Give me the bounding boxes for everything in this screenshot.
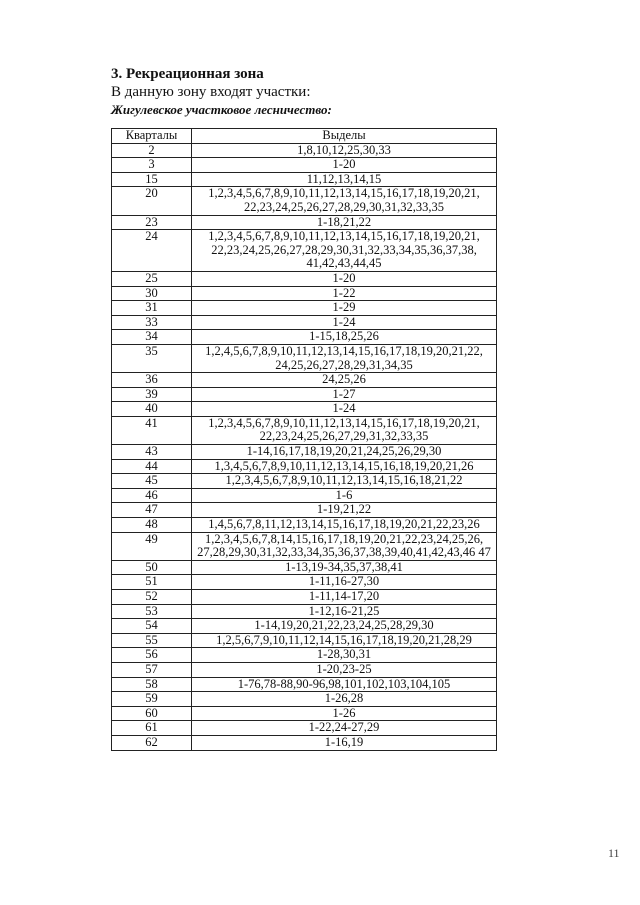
quarter-cell: 31 [112,301,192,316]
plots-cell: 1-26,28 [192,692,497,707]
table-row [112,445,497,460]
table-row [112,503,497,518]
table-row [112,706,497,721]
page-number: 11 [608,846,620,860]
plots-cell: 1-22,24-27,29 [192,721,497,736]
quarter-cell: 55 [112,633,192,648]
table-row [112,735,497,750]
plots-cell: 1,4,5,6,7,8,11,12,13,14,15,16,17,18,19,20,21,22,23,26 [192,518,497,533]
table-row [112,344,497,372]
table-body [112,143,497,750]
table-row [112,692,497,707]
table-row [112,575,497,590]
plots-cell: 1-16,19 [192,735,497,750]
plots-cell: 1,2,3,4,5,6,7,8,9,10,11,12,13,14,15,16,17,18,19,20,21, 22,23,24,25,26,27,28,29,30,31,32,33,34,35,36,37,38, 41,42,43,44,45 [192,230,497,272]
quarter-cell: 62 [112,735,192,750]
quarter-cell: 46 [112,488,192,503]
table-row [112,315,497,330]
table-row [112,215,497,230]
quarter-cell: 51 [112,575,192,590]
plots-cell: 1-29 [192,301,497,316]
table-header-row [112,129,497,144]
table-row [112,416,497,444]
table-row [112,518,497,533]
quarter-cell: 48 [112,518,192,533]
plots-cell: 1,2,5,6,7,9,10,11,12,14,15,16,17,18,19,20,21,28,29 [192,633,497,648]
column-header-quarters: Кварталы [112,129,192,144]
quarter-cell: 25 [112,271,192,286]
quarter-cell: 60 [112,706,192,721]
plots-cell: 1-14,19,20,21,22,23,24,25,28,29,30 [192,619,497,634]
table-row [112,187,497,215]
plots-cell: 1-6 [192,488,497,503]
table-row [112,662,497,677]
table-row [112,459,497,474]
table-row [112,286,497,301]
table-row [112,488,497,503]
quarter-cell: 35 [112,344,192,372]
table-row [112,402,497,417]
column-header-plots: Выделы [192,129,497,144]
plots-cell: 1-24 [192,315,497,330]
table-row [112,604,497,619]
plots-cell: 1,8,10,12,25,30,33 [192,143,497,158]
plots-cell: 1-27 [192,387,497,402]
plots-cell: 1-11,14-17,20 [192,590,497,605]
quarter-cell: 50 [112,560,192,575]
table-row [112,373,497,388]
table-row [112,301,497,316]
section-heading: 3. Рекреационная зона [111,66,264,82]
table-row [112,158,497,173]
plots-cell: 1-18,21,22 [192,215,497,230]
quarter-cell: 15 [112,172,192,187]
plots-cell: 1-28,30,31 [192,648,497,663]
quarter-cell: 30 [112,286,192,301]
plots-cell: 1-76,78-88,90-96,98,101,102,103,104,105 [192,677,497,692]
table-row [112,560,497,575]
quarter-cell: 44 [112,459,192,474]
quarter-cell: 45 [112,474,192,489]
section-subheading: В данную зону входят участки: [111,84,311,100]
quarter-cell: 53 [112,604,192,619]
quarter-cell: 20 [112,187,192,215]
quarter-cell: 34 [112,330,192,345]
plots-cell: 1,2,4,5,6,7,8,9,10,11,12,13,14,15,16,17,18,19,20,21,22, 24,25,26,27,28,29,31,34,35 [192,344,497,372]
plots-cell: 1-20 [192,158,497,173]
table-row [112,648,497,663]
quarter-cell: 54 [112,619,192,634]
quarter-cell: 57 [112,662,192,677]
plots-cell: 1-14,16,17,18,19,20,21,24,25,26,29,30 [192,445,497,460]
quarter-cell: 47 [112,503,192,518]
quarter-cell: 3 [112,158,192,173]
quarter-cell: 23 [112,215,192,230]
quarter-cell: 56 [112,648,192,663]
quarter-cell: 52 [112,590,192,605]
plots-cell: 1,3,4,5,6,7,8,9,10,11,12,13,14,15,16,18,19,20,21,26 [192,459,497,474]
quarter-cell: 33 [112,315,192,330]
quarter-cell: 61 [112,721,192,736]
quarter-cell: 40 [112,402,192,417]
quarter-cell: 24 [112,230,192,272]
quarter-cell: 36 [112,373,192,388]
table-row [112,721,497,736]
table-row [112,271,497,286]
table-row [112,387,497,402]
plots-cell: 1-20 [192,271,497,286]
table-row [112,474,497,489]
table-row [112,230,497,272]
plots-cell: 1-12,16-21,25 [192,604,497,619]
table-row [112,633,497,648]
quarter-cell: 2 [112,143,192,158]
plots-cell: 24,25,26 [192,373,497,388]
plots-cell: 1,2,3,4,5,6,7,8,9,10,11,12,13,14,15,16,17,18,19,20,21, 22,23,24,25,26,27,28,29,30,31,32,33,35 [192,187,497,215]
quarter-cell: 49 [112,532,192,560]
plots-cell: 1-13,19-34,35,37,38,41 [192,560,497,575]
table-row [112,677,497,692]
recreation-zone-table [111,128,497,751]
table-row [112,532,497,560]
table-row [112,143,497,158]
plots-cell: 1-11,16-27,30 [192,575,497,590]
quarter-cell: 41 [112,416,192,444]
quarter-cell: 59 [112,692,192,707]
plots-cell: 1-24 [192,402,497,417]
quarter-cell: 43 [112,445,192,460]
table-row [112,590,497,605]
forestry-title: Жигулевское участковое лесничество: [111,102,332,117]
plots-cell: 1-20,23-25 [192,662,497,677]
quarter-cell: 58 [112,677,192,692]
plots-cell: 1-22 [192,286,497,301]
table-row [112,330,497,345]
plots-cell: 11,12,13,14,15 [192,172,497,187]
plots-cell: 1,2,3,4,5,6,7,8,9,10,11,12,13,14,15,16,17,18,19,20,21, 22,23,24,25,26,27,29,31,32,33,35 [192,416,497,444]
quarter-cell: 39 [112,387,192,402]
plots-cell: 1-15,18,25,26 [192,330,497,345]
plots-cell: 1-26 [192,706,497,721]
plots-cell: 1-19,21,22 [192,503,497,518]
table-row [112,619,497,634]
plots-cell: 1,2,3,4,5,6,7,8,9,10,11,12,13,14,15,16,18,21,22 [192,474,497,489]
plots-cell: 1,2,3,4,5,6,7,8,14,15,16,17,18,19,20,21,22,23,24,25,26, 27,28,29,30,31,32,33,34,35,36,37,38,39,40,41,42,43,46 47 [192,532,497,560]
table-row [112,172,497,187]
